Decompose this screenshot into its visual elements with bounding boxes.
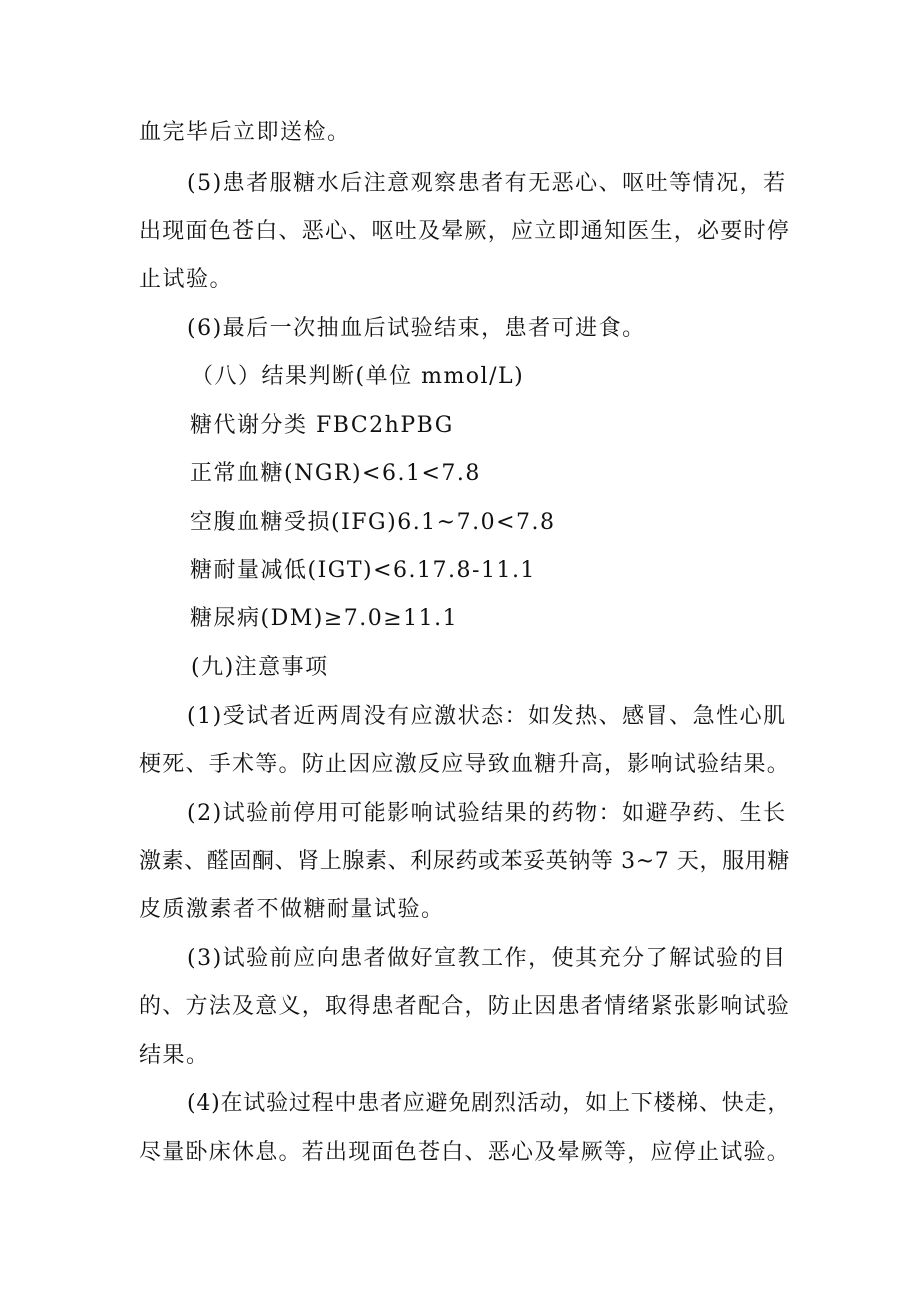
result-row-dm: 糖尿病(DM)≥7.0≥11.1: [190, 606, 459, 631]
text-line-item-5: (5)患者服糖水后注意观察患者有无恶心、呕吐等情况，若: [187, 171, 787, 196]
text-line: 的、方法及意义，取得患者配合，防止因患者情绪紧张影响试验: [139, 994, 791, 1019]
text-line: 激素、醛固酮、肾上腺素、利尿药或苯妥英钠等 3~7 天，服用糖: [139, 849, 790, 874]
text-line: 止试验。: [139, 267, 234, 292]
text-line: 结果。: [139, 1043, 210, 1068]
section-heading-9: (九)注意事项: [191, 655, 329, 680]
result-row-igt: 糖耐量减低(IGT)<6.17.8-11.1: [190, 558, 536, 583]
text-line-continuation: 血完毕后立即送检。: [139, 120, 351, 145]
result-row-ngr: 正常血糖(NGR)<6.1<7.8: [190, 461, 481, 486]
text-line: 出现面色苍白、恶心、呕吐及晕厥，应立即通知医生，必要时停: [139, 219, 791, 244]
text-line-note-2: (2)试验前停用可能影响试验结果的药物：如避孕药、生长: [187, 801, 787, 826]
text-line: 梗死、手术等。防止因应激反应导致血糖升高，影响试验结果。: [139, 752, 791, 777]
text-line: 皮质激素者不做糖耐量试验。: [139, 897, 445, 922]
text-line: 尽量卧床休息。若出现面色苍白、恶心及晕厥等，应停止试验。: [139, 1140, 791, 1165]
result-row-ifg: 空腹血糖受损(IFG)6.1~7.0<7.8: [190, 510, 556, 535]
text-line-note-3: (3)试验前应向患者做好宣教工作，使其充分了解试验的目: [187, 946, 787, 971]
text-line-item-6: (6)最后一次抽血后试验结束，患者可进食。: [187, 316, 646, 341]
text-line-note-1: (1)受试者近两周没有应激状态：如发热、感冒、急性心肌: [187, 704, 787, 729]
text-line-note-4: (4)在试验过程中患者应避免剧烈活动，如上下楼梯、快走，: [187, 1091, 791, 1116]
section-heading-8: （八）结果判断(单位 mmol/L): [191, 364, 525, 389]
result-table-header: 糖代谢分类 FBC2hPBG: [190, 413, 454, 438]
